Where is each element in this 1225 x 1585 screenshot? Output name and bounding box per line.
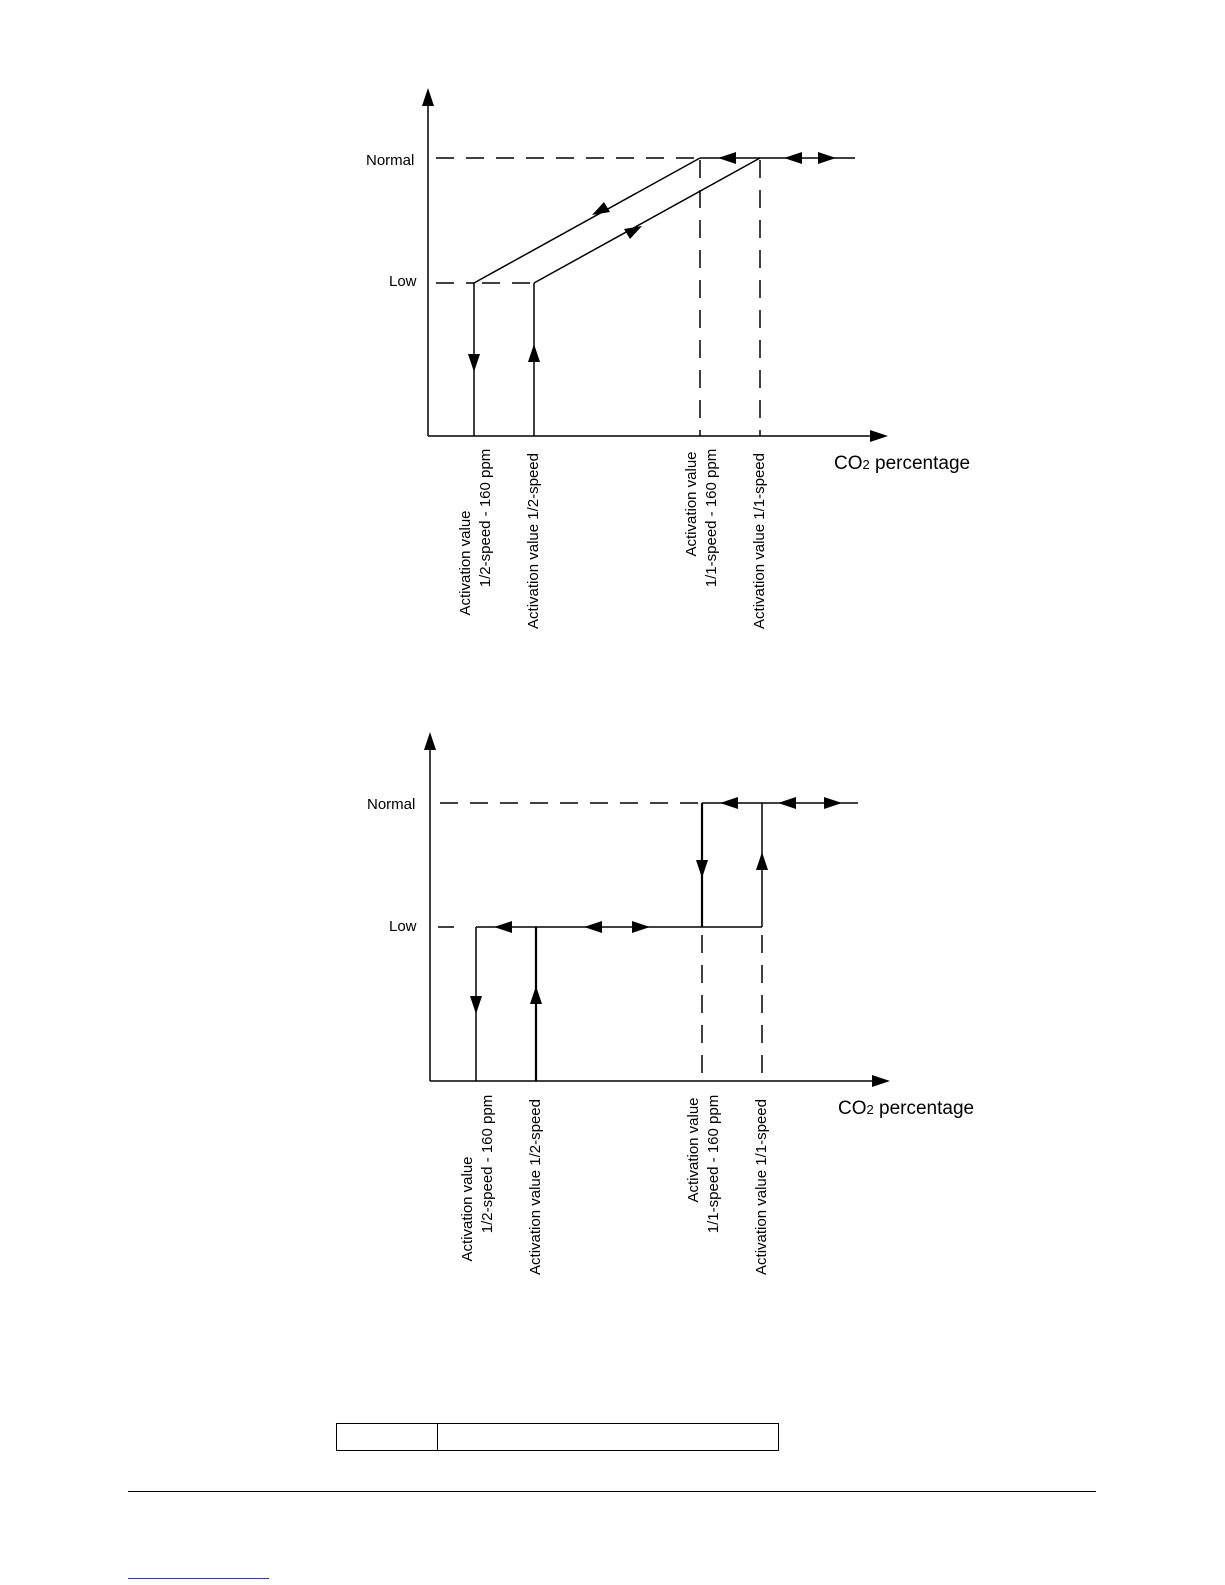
marker-label-full-minus-l1: Activation value [683, 451, 700, 557]
x-axis-arrow-icon [870, 430, 888, 442]
arrow-down-icon [468, 354, 480, 372]
arrow-up-icon-full-2 [756, 852, 768, 870]
arrow-left-icon-normal-2 [720, 797, 738, 809]
arrow-up-icon [528, 344, 540, 362]
marker-label-half-minus-l2-2: 1/2-speed - 160 ppm [479, 1094, 496, 1234]
arrow-down-icon-2 [470, 996, 482, 1014]
arrow-left-icon-normal-3 [778, 797, 796, 809]
y-axis-arrow-icon-2 [424, 732, 436, 750]
marker-label-full-2: Activation value 1/1-speed [753, 1099, 770, 1275]
y-label-low-2: Low [389, 918, 417, 935]
arrow-right-icon-low [632, 921, 650, 933]
arrow-ramp-down-icon [592, 202, 610, 215]
diagram-proportional [366, 88, 970, 629]
table-cell-1 [337, 1424, 438, 1450]
arrow-left-icon-2 [784, 152, 802, 164]
marker-label-half-minus-l1-2: Activation value [459, 1156, 476, 1262]
y-label-normal-2: Normal [367, 796, 416, 813]
y-label-normal: Normal [366, 152, 415, 169]
marker-label-full-minus-l2: 1/1-speed - 160 ppm [703, 448, 720, 588]
marker-label-full-minus-l1-2: Activation value [685, 1097, 702, 1203]
marker-label-full-minus-l2-2: 1/1-speed - 160 ppm [705, 1094, 722, 1234]
y-label-low: Low [389, 273, 417, 290]
y-axis-arrow-icon [422, 88, 434, 106]
arrow-down-icon-full-2 [696, 860, 708, 878]
footer-rule [128, 1491, 1096, 1492]
arrow-ramp-up-icon [624, 226, 642, 239]
ramp-up [534, 158, 760, 283]
x-axis-label: CO2 percentage [834, 453, 971, 474]
marker-label-half: Activation value 1/2-speed [525, 453, 542, 629]
arrow-right-icon [818, 152, 836, 164]
footer-link-underline[interactable] [128, 1578, 269, 1579]
x-axis-arrow-icon-2 [872, 1075, 890, 1087]
arrow-up-icon-2 [530, 986, 542, 1004]
marker-label-full: Activation value 1/1-speed [751, 453, 768, 629]
marker-label-half-2: Activation value 1/2-speed [527, 1099, 544, 1275]
arrow-right-icon-normal-2 [824, 797, 842, 809]
empty-table [336, 1423, 779, 1451]
arrow-left-icon [718, 152, 736, 164]
table-cell-2 [438, 1424, 778, 1450]
marker-label-half-minus-l1: Activation value [457, 510, 474, 616]
diagram-stepped [367, 732, 974, 1275]
arrow-left-icon-low-1 [494, 921, 512, 933]
x-axis-label-2: CO2 percentage [838, 1098, 975, 1119]
arrow-left-icon-low-2 [584, 921, 602, 933]
marker-label-half-minus-l2: 1/2-speed - 160 ppm [477, 448, 494, 588]
ramp-down [474, 158, 700, 283]
